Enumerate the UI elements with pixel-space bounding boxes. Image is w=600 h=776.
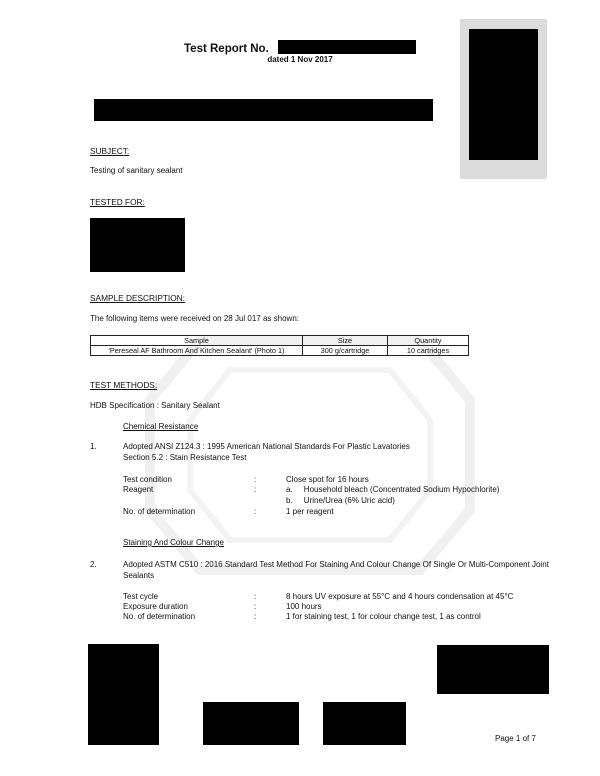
table-row bbox=[91, 346, 469, 356]
section2-line2: Sealants bbox=[123, 571, 155, 580]
s2-row-value: 1 for staining test, 1 for colour change test, 1 as control bbox=[286, 612, 481, 621]
section1-line2: Section 5.2 : Stain Resistance Test bbox=[123, 453, 247, 462]
section2-number: 2. bbox=[90, 560, 97, 569]
s1-row-colon: : bbox=[254, 485, 257, 494]
subject-text: Testing of sanitary sealant bbox=[90, 166, 183, 175]
section1-number: 1. bbox=[90, 442, 97, 451]
redacted-lab-name bbox=[94, 99, 433, 121]
section2-line1: Adopted ASTM C510 : 2016 Standard Test Method For Staining And Colour Change Of Single Or Multi-Component Joint bbox=[123, 560, 549, 569]
col-header-sample: Sample bbox=[91, 336, 303, 346]
test-methods-heading: TEST METHODS: bbox=[90, 380, 158, 390]
cell-sample: 'Pereseal AF Bathroom And Kitchen Sealant' (Photo 1) bbox=[91, 346, 303, 356]
redacted-signature-center bbox=[203, 702, 299, 745]
sample-description-heading: SAMPLE DESCRIPTION: bbox=[90, 293, 185, 303]
s1-row-label: No. of determination bbox=[123, 507, 196, 516]
subject-heading: SUBJECT: bbox=[90, 146, 130, 156]
cell-quantity: 10 cartridges bbox=[388, 346, 469, 356]
redacted-client bbox=[90, 218, 185, 272]
s1-row-value: 1 per reagent bbox=[286, 507, 334, 516]
report-date: dated 1 Nov 2017 bbox=[267, 55, 333, 64]
redacted-photo-inner bbox=[469, 29, 538, 160]
s1-row-value: b. Urine/Urea (6% Uric acid) bbox=[286, 496, 395, 505]
section2-title: Staining And Colour Change bbox=[123, 538, 224, 547]
sample-table-header bbox=[91, 336, 469, 346]
redacted-signature-left bbox=[88, 644, 159, 745]
s1-row-label: Reagent bbox=[123, 485, 154, 494]
section1-title: Chemical Resistance bbox=[123, 422, 199, 431]
redacted-report-number bbox=[278, 40, 416, 54]
col-header-size: Size bbox=[303, 336, 388, 346]
s2-row-value: 100 hours bbox=[286, 602, 322, 611]
s1-row-value: a. Household bleach (Concentrated Sodium Hypochlorite) bbox=[286, 485, 500, 494]
redacted-photo bbox=[460, 19, 547, 179]
s1-row-colon: : bbox=[254, 507, 257, 516]
s2-row-colon: : bbox=[254, 602, 257, 611]
s1-row-label: Test condition bbox=[123, 475, 172, 484]
s2-row-label: Test cycle bbox=[123, 592, 159, 601]
page-number: Page 1 of 7 bbox=[495, 734, 536, 743]
sample-table bbox=[90, 335, 469, 356]
s2-row-label: No. of determination bbox=[123, 612, 196, 621]
col-header-quantity: Quantity bbox=[388, 336, 469, 346]
section1-line1: Adopted ANSI Z124.3 : 1995 American National Standards For Plastic Lavatories bbox=[123, 442, 410, 451]
cell-size: 300 g/cartridge bbox=[303, 346, 388, 356]
redacted-stamp-right bbox=[437, 645, 549, 694]
s2-row-colon: : bbox=[254, 592, 257, 601]
s2-row-label: Exposure duration bbox=[123, 602, 188, 611]
tested-for-heading: TESTED FOR: bbox=[90, 197, 145, 207]
s2-row-colon: : bbox=[254, 612, 257, 621]
s1-row-colon: : bbox=[254, 475, 257, 484]
spec-text: HDB Specification : Sanitary Sealant bbox=[90, 401, 220, 410]
sample-intro: The following items were received on 28 Jul 017 as shown: bbox=[90, 314, 299, 323]
report-title-label: Test Report No. bbox=[184, 43, 269, 55]
redacted-signature-center-right bbox=[323, 702, 406, 745]
s2-row-value: 8 hours UV exposure at 55°C and 4 hours condensation at 45°C bbox=[286, 592, 514, 601]
s1-row-value: Close spot for 16 hours bbox=[286, 475, 369, 484]
